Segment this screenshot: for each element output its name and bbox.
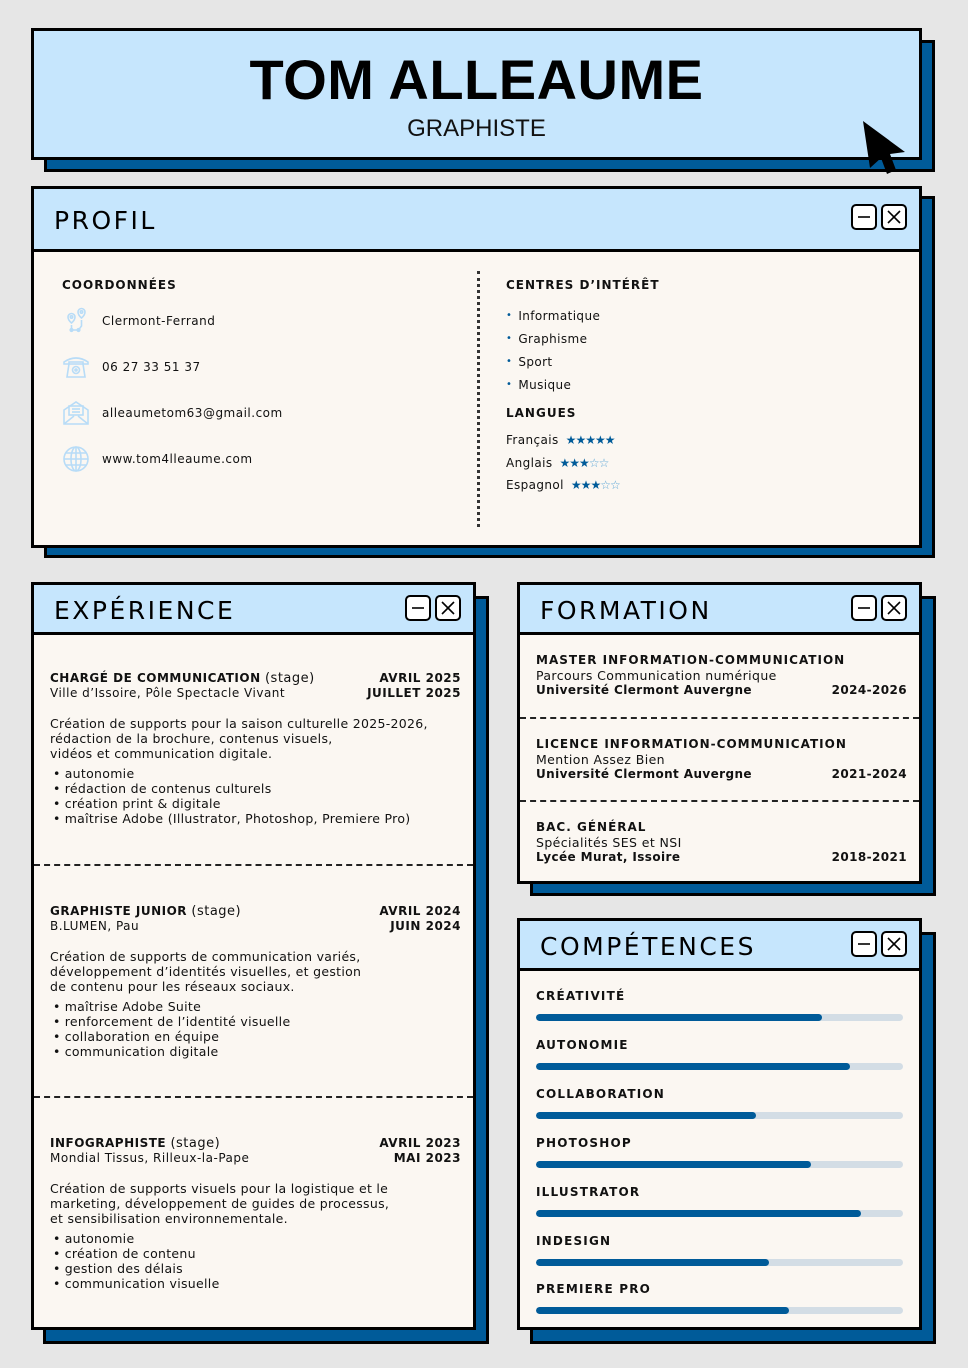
contact-text: 06 27 33 51 37 <box>102 360 201 374</box>
skill-track <box>536 1259 903 1266</box>
star-rating <box>560 456 609 470</box>
skill-track <box>536 1112 903 1119</box>
profil-window <box>31 186 922 548</box>
job-role: GRAPHISTE JUNIOR <box>50 904 188 918</box>
skill-level-bar <box>536 1063 850 1070</box>
star-filled-icon: ★ <box>575 433 586 447</box>
contact-phone <box>62 353 201 381</box>
minimize-icon <box>856 209 872 225</box>
description-line: vidéos et communication digitale. <box>50 746 273 761</box>
description-line: Création de supports de communication variés, <box>50 949 361 964</box>
skill-name: ILLUSTRATOR <box>536 1185 641 1199</box>
skill-row <box>536 1038 903 1070</box>
job-role: INFOGRAPHISTE <box>50 1136 167 1150</box>
skill-row <box>536 989 903 1021</box>
profil-frame <box>31 186 922 548</box>
bullet-icon: • <box>506 379 513 390</box>
job-end: JUILLET 2025 <box>367 686 461 700</box>
star-filled-icon: ★ <box>590 478 601 492</box>
list-item <box>506 350 600 373</box>
language-name: Anglais <box>506 456 553 470</box>
education-years: 2021-2024 <box>831 767 907 781</box>
skill-track <box>536 1307 903 1314</box>
star-filled-icon: ★ <box>579 456 589 470</box>
list-item: • création print & digitale <box>53 796 461 811</box>
skill-name: PHOTOSHOP <box>536 1136 632 1150</box>
education-detail: Mention Assez Bien <box>536 752 665 767</box>
job-skills-list <box>53 766 461 826</box>
list-item: • gestion des délais <box>53 1261 461 1276</box>
mouse-cursor-icon <box>860 118 910 178</box>
header-window <box>31 28 922 160</box>
education-degree: BAC. GÉNÉRAL <box>536 820 647 834</box>
list-item: • communication visuelle <box>53 1276 461 1291</box>
list-item: • autonomie <box>53 766 461 781</box>
list-item: • maîtrise Adobe Suite <box>53 999 461 1014</box>
experience-window <box>31 582 476 1330</box>
interest-text: Graphisme <box>518 331 588 346</box>
column-divider <box>477 271 480 527</box>
window-controls <box>851 595 907 621</box>
skill-name: PREMIERE PRO <box>536 1282 652 1296</box>
skill-level-bar <box>536 1259 769 1266</box>
interests-heading: CENTRES D’INTÉRÊT <box>506 278 660 292</box>
close-icon <box>440 600 456 616</box>
list-item: • collaboration en équipe <box>53 1029 461 1044</box>
skill-track <box>536 1210 903 1217</box>
job-skills-list <box>53 999 461 1059</box>
formation-title: FORMATION <box>540 596 712 625</box>
star-filled-icon: ★ <box>585 433 595 447</box>
job-end: MAI 2023 <box>393 1151 461 1165</box>
experience-titlebar <box>34 585 473 635</box>
skill-name: AUTONOMIE <box>536 1038 629 1052</box>
job-description <box>50 949 461 994</box>
star-filled-icon: ★ <box>604 433 615 447</box>
minimize-button[interactable] <box>851 595 877 621</box>
skill-name: INDESIGN <box>536 1234 612 1248</box>
skill-name: CRÉATIVITÉ <box>536 989 626 1003</box>
minimize-button[interactable] <box>851 204 877 230</box>
minimize-icon <box>856 600 872 616</box>
competences-window <box>517 918 922 1330</box>
globe-icon <box>62 445 90 473</box>
contact-text: alleaumetom63@gmail.com <box>102 406 283 420</box>
education-years: 2024-2026 <box>831 683 907 697</box>
minimize-button[interactable] <box>851 931 877 957</box>
competences-titlebar <box>520 921 919 971</box>
star-filled-icon: ★ <box>559 456 570 470</box>
star-empty-icon: ☆ <box>609 478 620 492</box>
education-entry <box>536 737 907 782</box>
skill-row <box>536 1185 903 1217</box>
close-icon <box>886 209 902 225</box>
job-entry <box>50 1136 461 1291</box>
close-button[interactable] <box>881 931 907 957</box>
star-empty-icon: ☆ <box>600 478 610 492</box>
window-controls <box>405 595 461 621</box>
star-filled-icon: ★ <box>569 456 580 470</box>
contact-heading: COORDONNÉES <box>62 278 177 292</box>
list-item <box>506 373 600 396</box>
description-line: et sensibilisation environnementale. <box>50 1211 288 1226</box>
close-icon <box>886 600 902 616</box>
skill-row <box>536 1087 903 1119</box>
dashed-divider <box>34 864 473 866</box>
description-line: Création de supports visuels pour la logistique et le <box>50 1181 389 1196</box>
job-company: Mondial Tissus, Rilleux-la-Pape <box>50 1151 250 1165</box>
language-row <box>506 478 620 492</box>
profil-titlebar <box>34 189 919 252</box>
list-item: • rédaction de contenus culturels <box>53 781 461 796</box>
education-entry <box>536 820 907 865</box>
minimize-icon <box>856 936 872 952</box>
star-empty-icon: ☆ <box>588 456 599 470</box>
list-item <box>506 327 600 350</box>
candidate-name: TOM ALLEAUME <box>249 48 704 111</box>
bullet-icon: • <box>506 310 513 321</box>
interests-list <box>506 304 600 396</box>
description-line: de contenu pour les réseaux sociaux. <box>50 979 295 994</box>
education-school: Université Clermont Auvergne <box>536 767 752 781</box>
close-button[interactable] <box>881 595 907 621</box>
contact-location <box>62 307 215 335</box>
job-end: JUIN 2024 <box>390 919 461 933</box>
star-filled-icon: ★ <box>570 478 581 492</box>
education-entry <box>536 653 907 698</box>
dashed-divider <box>520 717 919 719</box>
close-icon <box>886 936 902 952</box>
job-type: (stage) <box>191 904 242 919</box>
formation-frame <box>517 582 922 884</box>
language-row <box>506 456 608 470</box>
profil-title: PROFIL <box>54 206 157 235</box>
envelope-icon <box>62 399 90 427</box>
dashed-divider <box>34 1096 473 1098</box>
formation-titlebar <box>520 585 919 635</box>
language-row <box>506 433 615 447</box>
competences-title: COMPÉTENCES <box>540 932 756 961</box>
window-controls <box>851 204 907 230</box>
description-line: développement d’identités visuelles, et gestion <box>50 964 362 979</box>
job-type: (stage) <box>264 671 315 686</box>
star-rating <box>566 433 615 447</box>
skill-track <box>536 1063 903 1070</box>
skill-level-bar <box>536 1307 789 1314</box>
star-filled-icon: ★ <box>594 433 605 447</box>
competences-frame <box>517 918 922 1330</box>
skill-level-bar <box>536 1112 756 1119</box>
job-skills-list <box>53 1231 461 1291</box>
job-company: B.LUMEN, Pau <box>50 919 140 933</box>
job-start: AVRIL 2023 <box>379 1136 461 1150</box>
telephone-icon <box>62 353 90 381</box>
minimize-icon <box>410 600 426 616</box>
language-name: Espagnol <box>506 478 564 492</box>
contact-text: www.tom4lleaume.com <box>102 452 253 466</box>
skill-level-bar <box>536 1014 822 1021</box>
education-school: Université Clermont Auvergne <box>536 683 752 697</box>
star-rating <box>571 478 620 492</box>
interest-text: Musique <box>518 377 572 392</box>
star-filled-icon: ★ <box>565 433 576 447</box>
skill-level-bar <box>536 1161 811 1168</box>
minimize-button[interactable] <box>405 595 431 621</box>
bullet-icon: • <box>506 356 513 367</box>
skill-level-bar <box>536 1210 861 1217</box>
education-school: Lycée Murat, Issoire <box>536 850 681 864</box>
job-start: AVRIL 2024 <box>379 904 461 918</box>
job-company: Ville d’Issoire, Pôle Spectacle Vivant <box>50 686 286 700</box>
candidate-role: GRAPHISTE <box>407 115 546 142</box>
skill-track <box>536 1161 903 1168</box>
job-entry <box>50 904 461 1059</box>
formation-window <box>517 582 922 884</box>
description-line: Création de supports pour la saison culturelle 2025-2026, <box>50 716 428 731</box>
languages-heading: LANGUES <box>506 406 577 420</box>
language-name: Français <box>506 433 559 447</box>
bullet-icon: • <box>506 333 513 344</box>
education-detail: Parcours Communication numérique <box>536 668 777 683</box>
experience-title: EXPÉRIENCE <box>54 596 236 625</box>
close-button[interactable] <box>881 204 907 230</box>
job-entry <box>50 671 461 826</box>
education-years: 2018-2021 <box>831 850 907 864</box>
education-degree: LICENCE INFORMATION-COMMUNICATION <box>536 737 847 751</box>
header-frame <box>31 28 922 160</box>
star-empty-icon: ☆ <box>598 456 609 470</box>
list-item: • renforcement de l’identité visuelle <box>53 1014 461 1029</box>
contact-text: Clermont-Ferrand <box>102 314 216 328</box>
education-detail: Spécialités SES et NSI <box>536 835 682 850</box>
job-type: (stage) <box>170 1136 221 1151</box>
skill-name: COLLABORATION <box>536 1087 666 1101</box>
dashed-divider <box>520 800 919 802</box>
list-item <box>506 304 600 327</box>
skill-row <box>536 1282 903 1314</box>
job-role: CHARGÉ DE COMMUNICATION <box>50 671 261 685</box>
education-degree: MASTER INFORMATION-COMMUNICATION <box>536 653 846 667</box>
job-description <box>50 1181 461 1226</box>
list-item: • communication digitale <box>53 1044 461 1059</box>
skill-row <box>536 1234 903 1266</box>
interest-text: Informatique <box>518 308 601 323</box>
skill-track <box>536 1014 903 1021</box>
list-item: • maîtrise Adobe (Illustrator, Photoshop, Premiere Pro) <box>53 811 461 826</box>
list-item: • création de contenu <box>53 1246 461 1261</box>
experience-frame <box>31 582 476 1330</box>
window-controls <box>851 931 907 957</box>
description-line: marketing, développement de guides de processus, <box>50 1196 390 1211</box>
map-route-icon <box>62 307 90 335</box>
description-line: rédaction de la brochure, contenus visuels, <box>50 731 333 746</box>
star-filled-icon: ★ <box>580 478 591 492</box>
contact-website <box>62 445 253 473</box>
skill-row <box>536 1136 903 1168</box>
job-description <box>50 716 461 761</box>
close-button[interactable] <box>435 595 461 621</box>
interest-text: Sport <box>518 354 553 369</box>
list-item: • autonomie <box>53 1231 461 1246</box>
contact-email <box>62 399 283 427</box>
job-start: AVRIL 2025 <box>379 671 461 685</box>
